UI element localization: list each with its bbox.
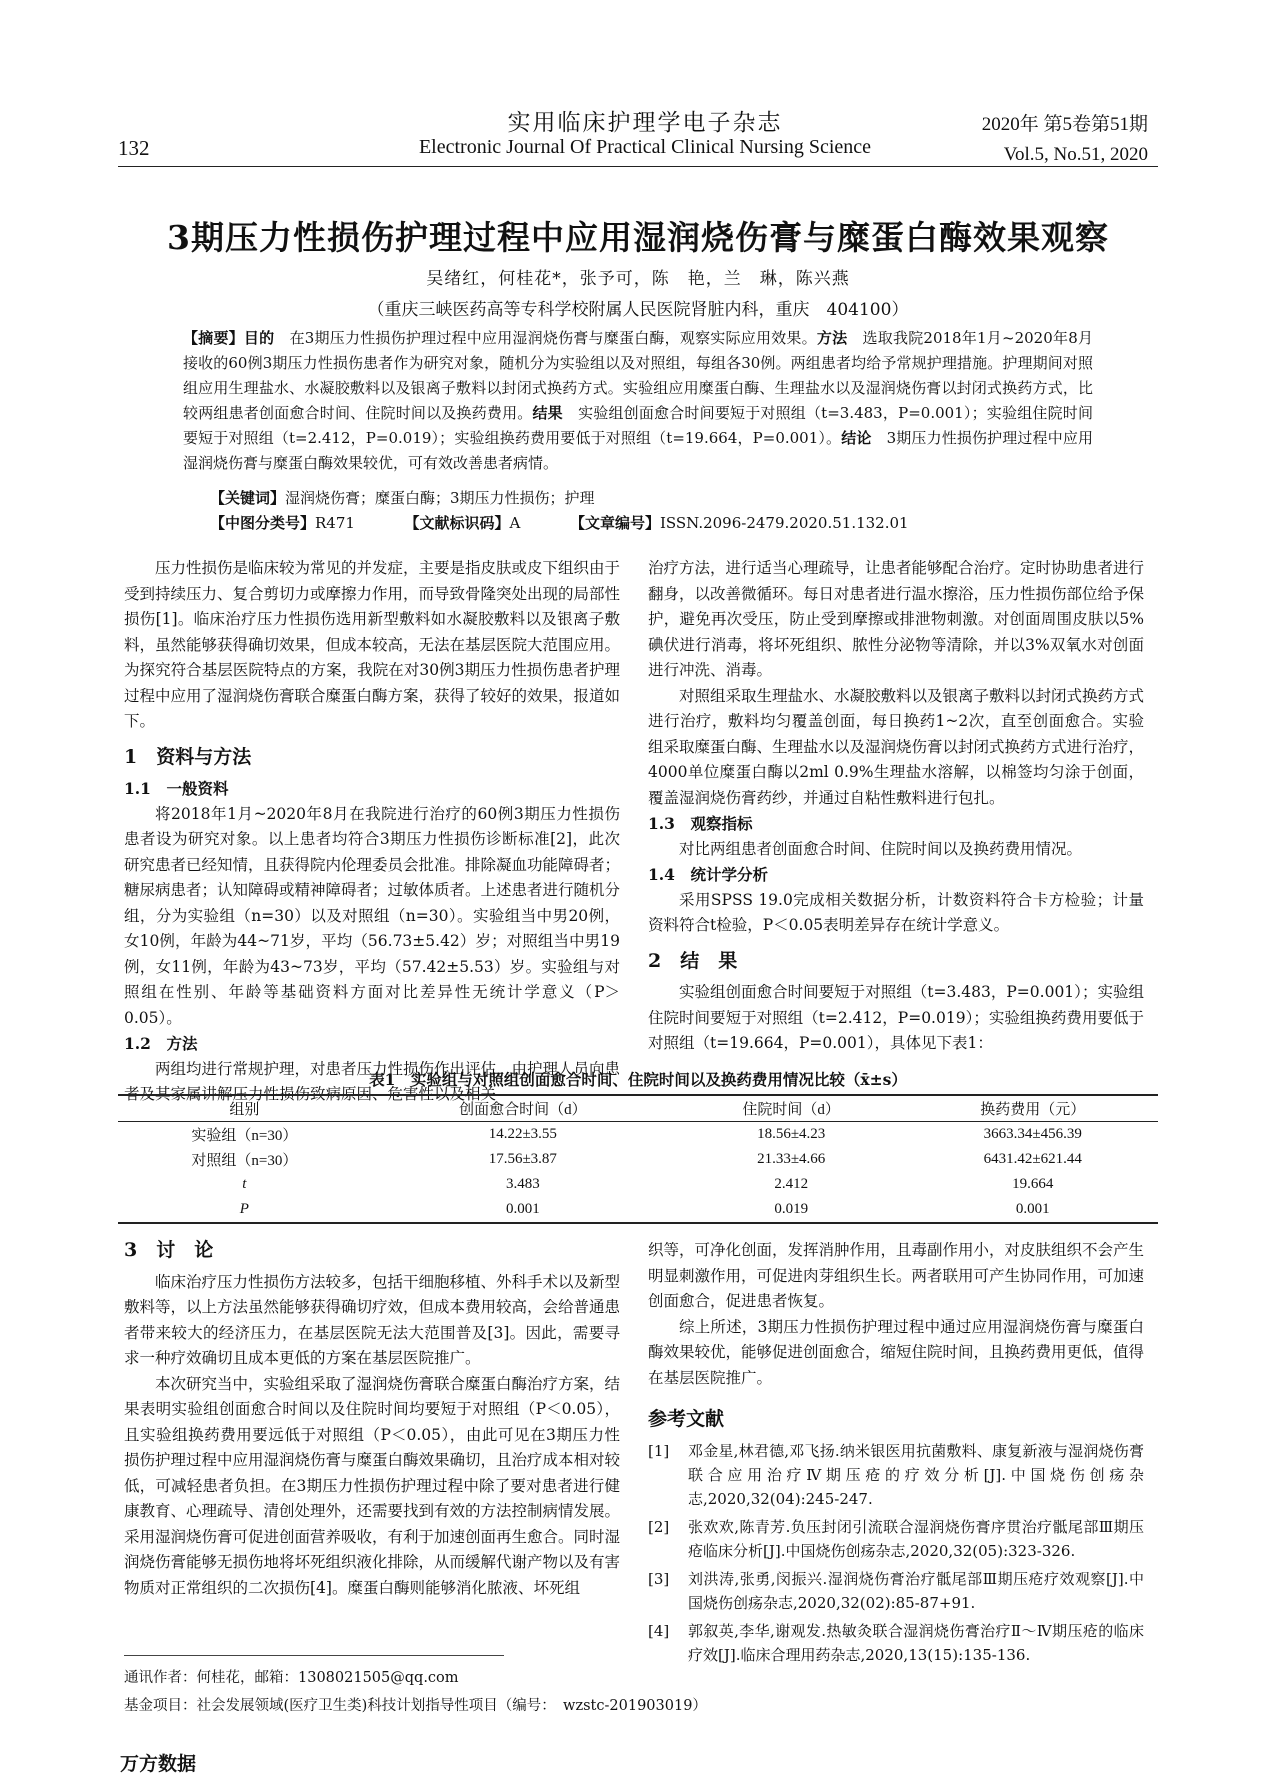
reference-number: [1] — [648, 1441, 670, 1460]
table-cell: 0.001 — [1015, 1201, 1050, 1217]
table-header: 换药费用（元） — [980, 1102, 1086, 1118]
references-heading: 参考文献 — [648, 1408, 725, 1430]
abstract-label: 【摘要】 — [183, 329, 244, 347]
table-header: 创面愈合时间（d） — [459, 1102, 587, 1118]
reference-list — [648, 1439, 1144, 1667]
table-cell: 17.56±3.87 — [488, 1151, 557, 1167]
issue-cn: 2020年 第5卷第51期 — [981, 114, 1148, 135]
body-right-column-2 — [648, 1238, 1144, 1671]
purpose-label: 目的 — [243, 329, 275, 347]
keywords-text: 湿润烧伤膏；糜蛋白酶；3期压力性损伤；护理 — [285, 489, 595, 507]
section-3-text-3: 综上所述，3期压力性损伤护理过程中通过应用湿润烧伤膏与糜蛋白酶效果较优，能够促进创面愈合，缩短住院时间，且换药费用更低，值得在基层医院推广。 — [648, 1317, 1145, 1387]
table-row — [118, 1122, 1158, 1148]
reference-number: [2] — [648, 1517, 670, 1536]
body-right-column-1 — [648, 556, 1144, 1057]
result-text: 实验组创面愈合时间要短于对照组（t=3.483，P=0.001）；实验组住院时间要短于对照组（t=2.412，P=0.019）；实验组换药费用要低于对照组（t=19.664，P=0.001）。 — [183, 404, 1093, 447]
section-1-4-heading: 1.4 统计学分析 — [648, 865, 768, 884]
table-cell: 0.001 — [505, 1201, 540, 1217]
reference-number: [3] — [648, 1569, 670, 1588]
table-header: 组别 — [229, 1102, 260, 1118]
table-cell: P — [239, 1201, 249, 1217]
issue-en: Vol.5, No.51, 2020 — [1003, 144, 1148, 165]
section-3-text-2: 本次研究当中，实验组采取了湿润烧伤膏联合糜蛋白酶治疗方案，结果表明实验组创面愈合时间以及住院时间均要短于对照组（P＜0.05），且实验组换药费用要远低于对照组（P＜0.05），由此可见在3期压力性损伤护理过程中应用湿润烧伤膏与糜蛋白酶效果确切，且治疗成本相对较低，可减轻患者负担。在3期压力性损伤护理过程中除了要对患者进行健康教育、心理疏导、清创处理外，还需要找到有效的方法控制病情发展。采用湿润烧伤膏可促进创面营养吸收，有利于加速创面再生愈合。同时湿润烧伤膏能够无损伤地将坏死组织液化排除，从而缓解代谢产物以及有害物质对正常组织的二次损伤[4]。糜蛋白酶则能够消化脓液、坏死组 — [124, 1374, 621, 1597]
corresponding-author: 通讯作者：何桂花，邮箱：1308021505@qq.com — [124, 1670, 459, 1686]
section-3-text-1: 临床治疗压力性损伤方法较多，包括干细胞移植、外科手术以及新型敷料等，以上方法虽然能够获得确切疗效，但成本费用较高，会给普通患者带来较大的经济压力，在基层医院无法大范围普及[3]。因此，需要寻求一种疗效确切且成本更低的方案在基层医院推广。 — [124, 1272, 621, 1367]
table-header-row — [118, 1095, 1158, 1122]
journal-title-en: Electronic Journal Of Practical Clinical Nursing Science — [418, 136, 872, 158]
table-cell: 2.412 — [774, 1176, 809, 1192]
results-table — [118, 1094, 1158, 1224]
doc-value: A — [509, 514, 521, 532]
section-1-4-text: 采用SPSS 19.0完成相关数据分析，计数资料符合卡方检验；计量资料符合t检验，P＜0.05表明差异存在统计学意义。 — [648, 890, 1144, 934]
table-cell: 0.019 — [774, 1201, 809, 1217]
section-1-1-heading: 1.1 一般资料 — [124, 779, 229, 798]
section-2-heading: 2 结 果 — [648, 949, 738, 972]
table-caption: 表1 实验组与对照组创面愈合时间、住院时间以及换药费用情况比较（x̄±s） — [369, 1070, 907, 1089]
table-row — [118, 1172, 1158, 1197]
classification-line — [210, 511, 1090, 536]
doc-label: 【文献标识码】 — [404, 514, 510, 532]
affiliation: （重庆三峡医药高等专科学校附属人民医院肾脏内科，重庆 404100） — [367, 300, 909, 320]
cls-value: R471 — [315, 514, 355, 532]
table-cell: 实验组（n=30） — [191, 1128, 298, 1144]
section-1-heading: 1 资料与方法 — [124, 745, 252, 768]
table-cell: 14.22±3.55 — [488, 1126, 557, 1142]
section-1-1-text: 将2018年1月~2020年8月在我院进行治疗的60例3期压力性损伤患者设为研究对象。以上患者均符合3期压力性损伤诊断标准[2]，此次研究患者已经知情，且获得院内伦理委员会批准。排除凝血功能障碍者；糖尿病患者；认知障碍或精神障碍者；过敏体质者。上述患者进行随机分组，分为实验组（n=30）以及对照组（n=30）。实验组当中男20例，女10例，年龄为44~71岁，平均（56.73±5.42）岁；对照组当中男19例，女11例，年龄为43~73岁，平均（57.42±5.53）岁。实验组与对照组在性别、年龄等基础资料方面对比差异性无统计学意义（P＞0.05）。 — [124, 804, 621, 1027]
header-rule — [118, 166, 1158, 167]
table-cell: 6431.42±621.44 — [983, 1151, 1082, 1167]
cls-label: 【中图分类号】 — [210, 514, 316, 532]
funding-note: 基金项目：社会发展领域(医疗卫生类)科技计划指导性项目（编号： wzstc-201903019） — [124, 1698, 707, 1714]
section-2-text: 实验组创面愈合时间要短于对照组（t=3.483，P=0.001）；实验组住院时间要短于对照组（t=2.412，P=0.019）；实验组换药费用要低于对照组（t=19.664，P=0.001），具体见下表1： — [648, 983, 1144, 1052]
table-header: 住院时间（d） — [742, 1102, 840, 1118]
keywords-line — [210, 486, 1090, 511]
section-1-2-text-2: 对照组采取生理盐水、水凝胶敷料以及银离子敷料以封闭式换药方式进行治疗，敷料均匀覆盖创面，每日换药1~2次，直至创面愈合。实验组采取糜蛋白酶、生理盐水以及湿润烧伤膏以封闭式换药方式进行治疗，4000单位糜蛋白酶以2ml 0.9%生理盐水溶解，以棉签均匀涂于创面，覆盖湿润烧伤膏药纱，并通过自粘性敷料进行包扎。 — [648, 686, 1145, 807]
issue-info — [968, 110, 1148, 170]
table-cell: 19.664 — [1012, 1176, 1054, 1192]
table-cell: t — [242, 1176, 247, 1192]
keywords-label: 【关键词】 — [210, 489, 286, 507]
reference-item — [648, 1567, 1144, 1615]
method-label: 方法 — [816, 329, 848, 347]
art-label: 【文章编号】 — [569, 514, 660, 532]
purpose-text: 在3期压力性损伤护理过程中应用湿润烧伤膏与糜蛋白酶，观察实际应用效果。 — [274, 329, 817, 347]
abstract — [183, 326, 1093, 476]
section-3-text-cont: 织等，可净化创面，发挥消肿作用，且毒副作用小，对皮肤组织不会产生明显刺激作用，可促进肉芽组织生长。两者联用可产生协同作用，可加速创面愈合，促进患者恢复。 — [648, 1241, 1145, 1310]
table-row — [118, 1147, 1158, 1172]
reference-item — [648, 1515, 1144, 1563]
table-cell: 对照组（n=30） — [191, 1153, 298, 1169]
method-text: 选取我院2018年1月~2020年8月接收的60例3期压力性损伤患者作为研究对象，随机分为实验组以及对照组，每组各30例。两组患者均给予常规护理措施。护理期间对照组应用生理盐水、水凝胶敷料以及银离子敷料以封闭式换药方式。实验组应用糜蛋白酶、生理盐水以及湿润烧伤膏以封闭式换药方式，比较两组患者创面愈合时间、住院时间以及换药费用。 — [183, 329, 1093, 422]
keywords-block — [210, 486, 1090, 536]
reference-text: 刘洪涛,张勇,闵振兴.湿润烧伤膏治疗骶尾部Ⅲ期压疮疗效观察[J].中国烧伤创疡杂志,2020,32(02):85-87+91. — [688, 1569, 1144, 1612]
section-1-2-text-cont: 治疗方法，进行适当心理疏导，让患者能够配合治疗。定时协助患者进行翻身，以改善微循环。每日对患者进行温水擦浴，压力性损伤部位给予保护，避免再次受压，防止受到摩擦或排泄物刺激。对创面周围皮肤以5%碘伏进行消毒，将坏死组织、脓性分泌物等清除，并以3%双氧水对创面进行冲洗、消毒。 — [648, 559, 1145, 679]
body-left-column-2 — [124, 1238, 620, 1601]
table-cell: 3.483 — [505, 1176, 540, 1192]
conclusion-label: 结论 — [841, 429, 872, 447]
reference-item — [648, 1619, 1144, 1667]
reference-text: 邓金星,林君德,邓飞扬.纳米银医用抗菌敷料、康复新液与湿润烧伤膏联合应用治疗Ⅳ期压疮的疗效分析[J].中国烧伤创疡杂志,2020,32(04):245-247. — [688, 1441, 1144, 1508]
page-number: 132 — [118, 136, 150, 160]
wanfang-watermark: 万方数据 — [120, 1753, 197, 1775]
table-cell: 18.56±4.23 — [757, 1126, 826, 1142]
reference-item — [648, 1439, 1144, 1511]
section-1-2-heading: 1.2 方法 — [124, 1034, 198, 1053]
art-value: ISSN.2096-2479.2020.51.132.01 — [659, 514, 909, 532]
conclusion-text: 3期压力性损伤护理过程中应用湿润烧伤膏与糜蛋白酶效果较优，可有效改善患者病情。 — [183, 429, 1093, 472]
journal-title-cn: 实用临床护理学电子杂志 — [507, 110, 783, 136]
section-1-2-text: 两组均进行常规护理，对患者压力性损伤作出评估，由护理人员向患者及其家属讲解压力性损伤致病原因、危害性以及相关 — [124, 1059, 621, 1103]
section-1-3-heading: 1.3 观察指标 — [648, 814, 753, 833]
result-label: 结果 — [532, 404, 563, 422]
intro-paragraph: 压力性损伤是临床较为常见的并发症，主要是指皮肤或皮下组织由于受到持续压力、复合剪切力或摩擦力作用，而导致骨隆突处出现的局部性损伤[1]。临床治疗压力性损伤选用新型敷料如水凝胶敷料以及银离子敷料，虽然能够获得确切效果，但成本较高，无法在基层医院大范围应用。为探究符合基层医院特点的方案，我院在对30例3期压力性损伤患者护理过程中应用了湿润烧伤膏联合糜蛋白酶方案，获得了较好的效果，报道如下。 — [124, 559, 621, 730]
author-list: 吴绪红，何桂花*，张予可，陈 艳，兰 琳，陈兴燕 — [426, 269, 850, 289]
table-cell: 3663.34±456.39 — [983, 1126, 1082, 1142]
section-1-3-text: 对比两组患者创面愈合时间、住院时间以及换药费用情况。 — [679, 839, 1083, 858]
table-cell: 21.33±4.66 — [757, 1151, 826, 1167]
reference-text: 张欢欢,陈青芳.负压封闭引流联合湿润烧伤膏序贯治疗骶尾部Ⅲ期压疮临床分析[J].中国烧伤创疡杂志,2020,32(05):323-326. — [688, 1517, 1144, 1560]
reference-text: 郭叙英,李华,谢观发.热敏灸联合湿润烧伤膏治疗Ⅱ～Ⅳ期压疮的临床疗效[J].临床合理用药杂志,2020,13(15):135-136. — [688, 1621, 1144, 1664]
article-title: 3期压力性损伤护理过程中应用湿润烧伤膏与糜蛋白酶效果观察 — [167, 218, 1109, 257]
table-row — [118, 1197, 1158, 1223]
footnote-rule — [124, 1655, 504, 1656]
body-left-column-1 — [124, 556, 620, 1108]
reference-number: [4] — [648, 1621, 670, 1640]
section-3-heading: 3 讨 论 — [124, 1239, 214, 1261]
